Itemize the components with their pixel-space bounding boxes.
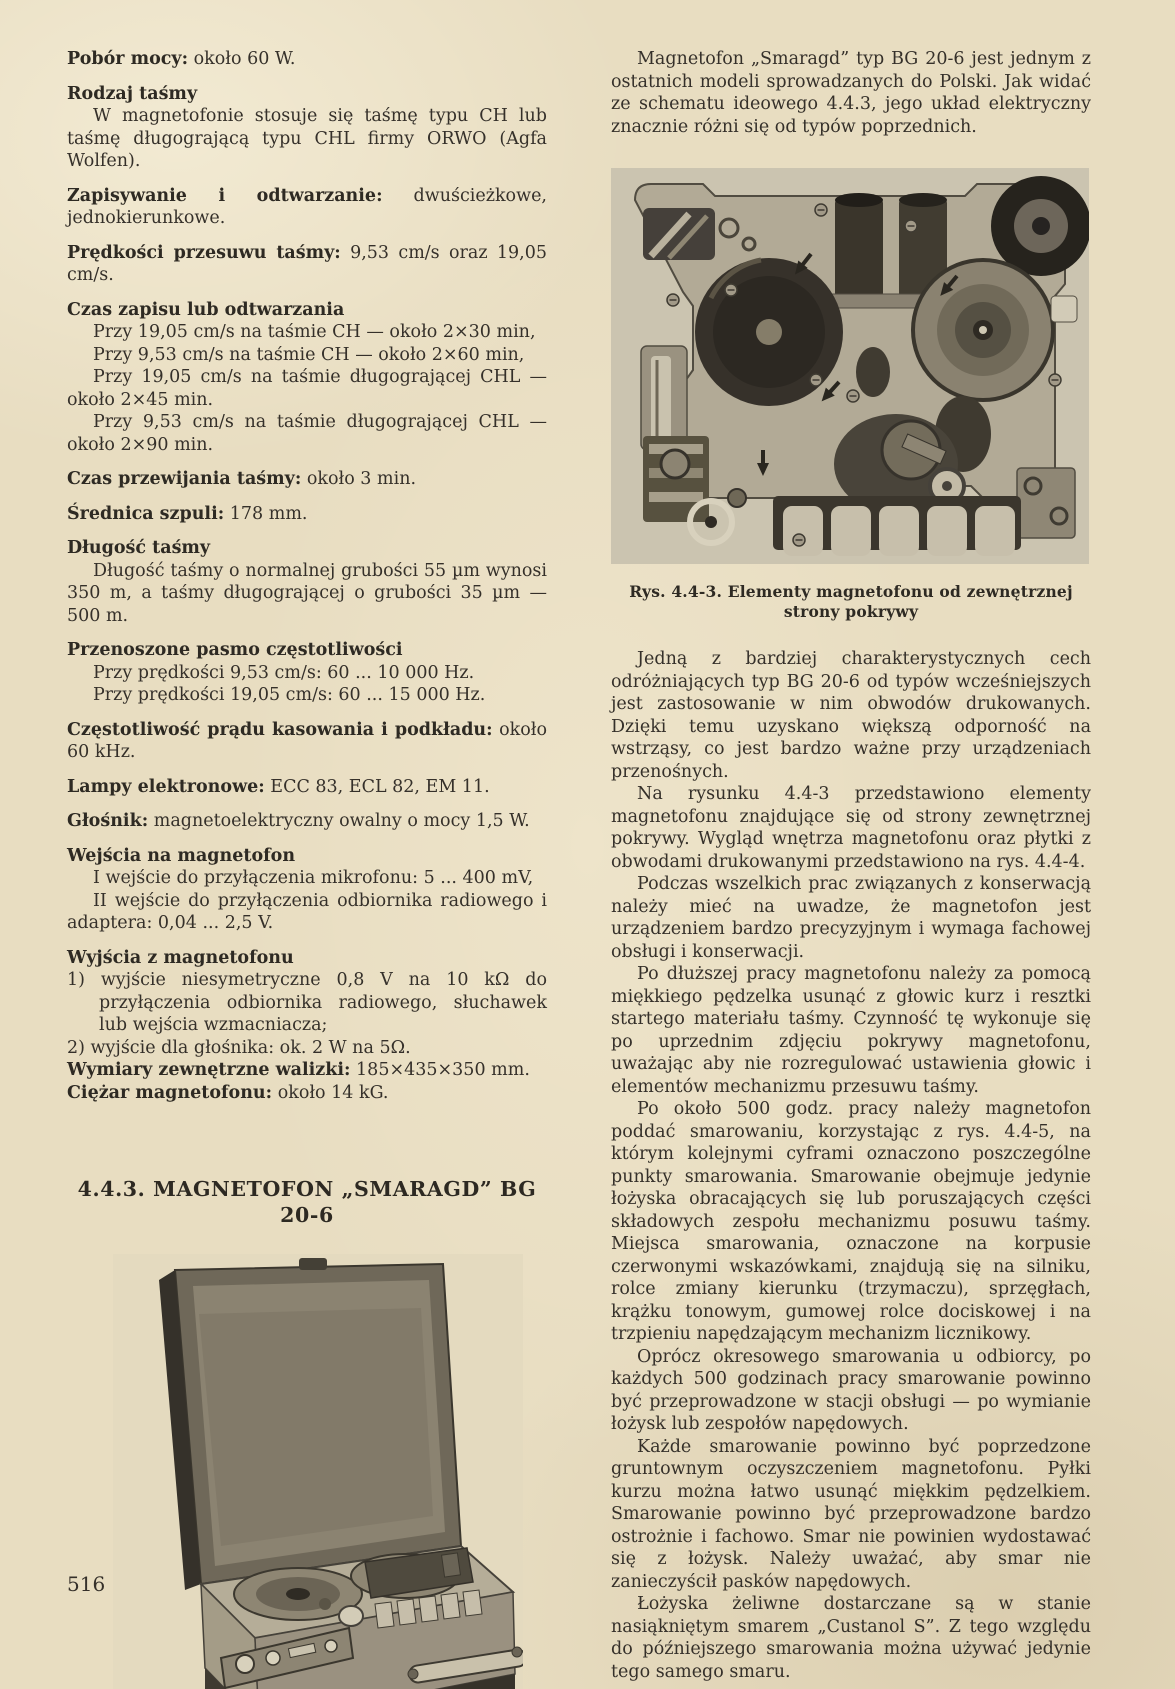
list-item-number: 1) (67, 970, 101, 990)
paragraph: Po około 500 godz. pracy należy magnetofon poddać smarowaniu, korzystając z rys. 4.4-5, na którym kolejnymi cyframi oznaczono poszczególne punkty smarowania. Smarowanie obejmuje jedynie łożyska obracających się lub poruszających części składowych zespołu mechanizmu posuwu taśmy. Miejsca smarowania, oznaczone na korpusie czerwonymi wskazówkami, znajdują się na silniku, rolce zmiany kierunku (trzymaczu), sprzęgłach, krążku tonowym, gumowej rolce dociskowej i na trzpieniu napędzającym mechanizm licznikowy. (611, 1099, 1091, 1344)
figure-mechanism (611, 168, 1091, 564)
paragraph: Przy 19,05 cm/s na taśmie CH — około 2×30 min, (93, 322, 536, 342)
spec-item: Średnica szpuli: 178 mm. (67, 503, 308, 524)
right-body (611, 648, 1091, 1683)
paragraph: Po dłuższej pracy magnetofonu należy za pomocą miękkiego pędzelka usunąć z głowic kurz i resztki startego materiału taśmy. Czynność tę wykonuje się po uprzednim zdjęciu pokrywy magnetofonu, uważając aby nie rozregulować ustawienia głowic i elementów mechanizmu przesuwu taśmy. (611, 964, 1091, 1097)
spec-heading: Długość taśmy (67, 538, 211, 558)
spec-heading: Przenoszone pasmo częstotliwości (67, 640, 403, 660)
mechanism-photo (611, 168, 1089, 564)
spec-item: Czas przewijania taśmy: około 3 min. (67, 469, 417, 489)
paragraph: W magnetofonie stosuje się taśmę typu CH lub taśmę długogrającą typu CHL firmy ORWO (Agfa Wolfen). (67, 106, 547, 171)
spec-label: Głośnik: (67, 811, 149, 831)
paragraph: Na rysunku 4.4-3 przedstawiono elementy magnetofonu znajdujące się od strony zewnętrznej pokrywy. Wygląd wnętrza magnetofonu oraz płytki z obwodami drukowanymi przedstawiono na rys. 4.4-4. (611, 784, 1091, 872)
spec-heading: Wyjścia z magnetofonu (67, 947, 294, 968)
spec-label: Prędkości przesuwu taśmy: (67, 242, 341, 263)
paragraph: Przy prędkości 9,53 cm/s: 60 ... 10 000 Hz. (93, 662, 475, 683)
paragraph: Przy prędkości 19,05 cm/s: 60 ... 15 000 Hz. (93, 685, 486, 705)
paragraph: Długość taśmy o normalnej grubości 55 µm wynosi 350 m, a taśmy długogrającej o grubości 35 µm — 500 m. (67, 560, 547, 626)
spec-label: Pobór mocy: (67, 49, 189, 69)
paragraph: Przy 9,53 cm/s na taśmie długogrającej CHL — około 2×90 min. (67, 412, 547, 455)
list-item-number: 2) (67, 1037, 91, 1058)
right-intro (611, 48, 1091, 138)
right-column (611, 48, 1091, 1683)
spec-item: Częstotliwość prądu kasowania i podkładu: około 60 kHz. (67, 719, 547, 762)
list-item: 2) wyjście dla głośnika: ok. 2 W na 5Ω. (67, 1037, 411, 1058)
spec-item: Zapisywanie i odtwarzanie: dwuścieżkowe, jednokierunkowe. (67, 185, 547, 228)
smaragd-recorder-photo (113, 1254, 523, 1689)
spec-label: Średnica szpuli: (67, 503, 225, 524)
spec-label: Lampy elektronowe: (67, 776, 265, 797)
paragraph: Łożyska żeliwne dostarczane są w stanie nasiąkniętym smarem „Custanol S”. Z tego względu do późniejszego smarowania można używać jedynie tego samego smaru. (611, 1594, 1091, 1682)
spec-item: Prędkości przesuwu taśmy: 9,53 cm/s oraz 19,05 cm/s. (67, 242, 547, 285)
left-column-specs (67, 48, 547, 1104)
figure-smaragd-recorder (113, 1254, 523, 1689)
paragraph: I wejście do przyłączenia mikrofonu: 5 ... 400 mV, (93, 868, 534, 888)
section-heading: 4.4.3. MAGNETOFON „SMARAGD” BG 20-6 (77, 1177, 537, 1227)
page-number: 516 (67, 1572, 106, 1596)
spec-label: Wymiary zewnętrzne walizki: (67, 1060, 351, 1080)
spec-label: Ciężar magnetofonu: (67, 1082, 273, 1103)
figure-caption: Rys. 4.4-3. Elementy magnetofonu od zewnętrznej strony pokrywy (629, 582, 1073, 621)
spec-item: Głośnik: magnetoelektryczny owalny o mocy 1,5 W. (67, 811, 530, 831)
spec-item: Pobór mocy: około 60 W. (67, 49, 296, 69)
spec-label: Czas przewijania taśmy: (67, 469, 302, 489)
spec-item: Ciężar magnetofonu: około 14 kG. (67, 1082, 389, 1103)
spec-heading: Rodzaj taśmy (67, 83, 198, 104)
left-column (67, 48, 547, 1689)
list-item: 1) wyjście niesymetryczne 0,8 V na 10 kΩ do przyłączenia odbiornika radiowego, słuchawek lub wejścia wzmacniacza; (67, 970, 548, 1035)
spec-label: Częstotliwość prądu kasowania i podkładu: (67, 719, 493, 740)
paragraph: Przy 9,53 cm/s na taśmie CH — około 2×60 min, (93, 344, 525, 365)
paragraph: Każde smarowanie powinno być poprzedzone gruntownym oczyszczeniem magnetofonu. Pyłki kurzu można łatwo usunąć miękkim pędzelkiem. Smarowanie powinno być przeprowadzone bardzo ostrożnie i fachowo. Smar nie powinien wydostawać się z łożysk. Należy uważać, aby smar nie zanieczyścił pasków napędowych. (611, 1436, 1091, 1592)
paragraph: Oprócz okresowego smarowania u odbiorcy, po każdych 500 godzinach pracy smarowanie powinno być przeprowadzone w stacji obsługi — po wymianie łożysk lub zespołów napędowych. (611, 1346, 1091, 1434)
paragraph: Przy 19,05 cm/s na taśmie długogrającej CHL — około 2×45 min. (67, 367, 547, 410)
paragraph: Magnetofon „Smaragd” typ BG 20-6 jest jednym z ostatnich modeli sprowadzanych do Polski. Jak widać ze schematu ideowego 4.4.3, jego układ elektryczny znacznie różni się od typów poprzednich. (611, 49, 1091, 137)
spec-item: Lampy elektronowe: ECC 83, ECL 82, EM 11. (67, 776, 490, 797)
spec-item: Wymiary zewnętrzne walizki: 185×435×350 mm. (67, 1060, 530, 1080)
spec-heading: Wejścia na magnetofon (67, 845, 296, 866)
spec-heading: Czas zapisu lub odtwarzania (67, 299, 345, 320)
spec-label: Zapisywanie i odtwarzanie: (67, 185, 383, 206)
paragraph: Jedną z bardziej charakterystycznych cech odróżniających typ BG 20-6 od typów wcześniejszych jest zastosowanie w nim obwodów drukowanych. Dzięki temu uzyskano większą odporność na wstrząsy, co jest bardzo ważne przy urządzeniach przenośnych. (611, 649, 1091, 782)
paragraph: Podczas wszelkich prac związanych z konserwacją należy mieć na uwadze, że magnetofon jest urządzeniem bardzo precyzyjnym i wymaga fachowej obsługi i konserwacji. (611, 874, 1091, 962)
paragraph: II wejście do przyłączenia odbiornika radiowego i adaptera: 0,04 ... 2,5 V. (67, 890, 547, 933)
